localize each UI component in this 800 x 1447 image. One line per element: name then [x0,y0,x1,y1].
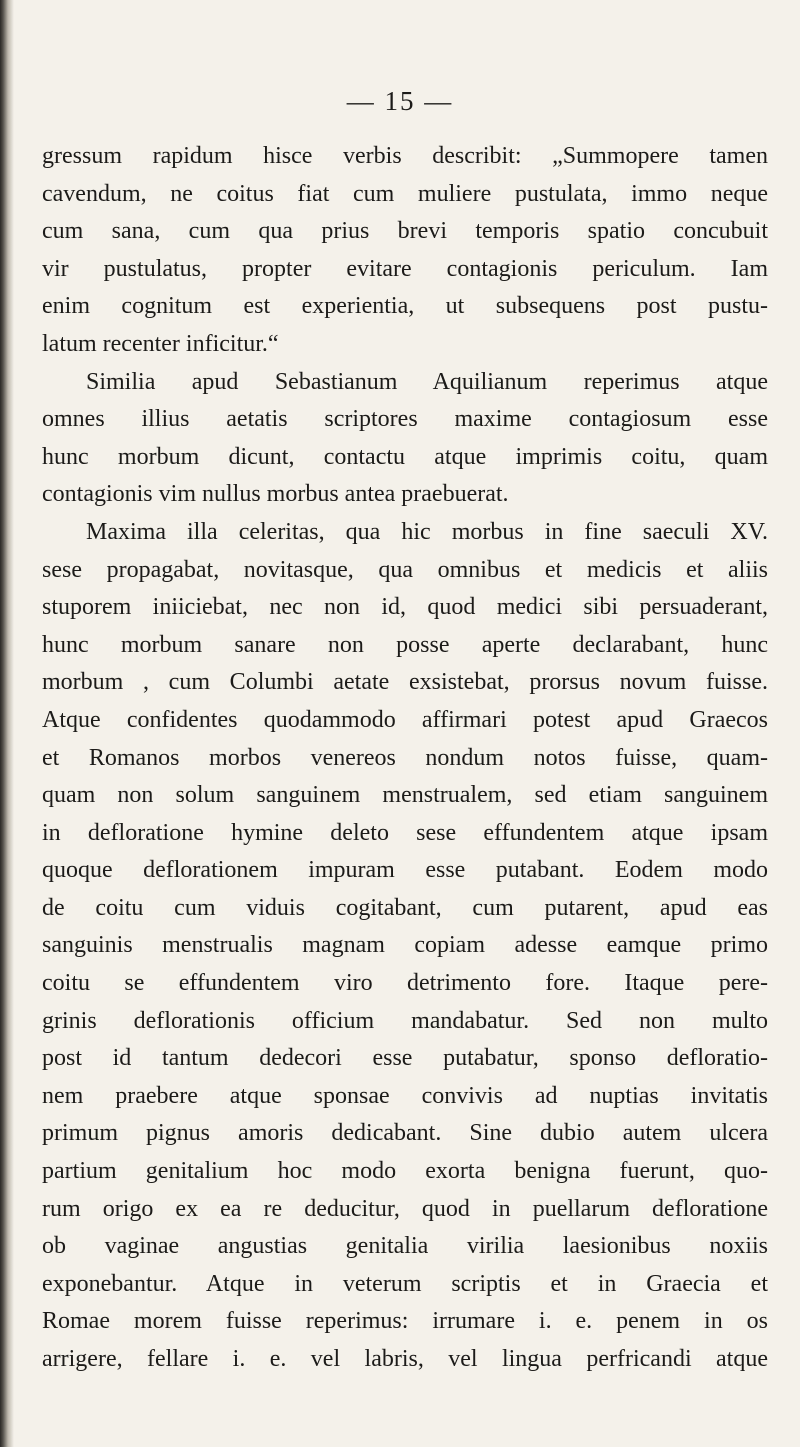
text-line: partium genitalium hoc modo exorta benigna fuerunt, quo- [42,1158,768,1185]
text-line: contagionis vim nullus morbus antea praebuerat. [42,481,509,508]
text-line: gressum rapidum hisce verbis describit: „Summopere tamen [42,143,768,169]
text-line: rum origo ex ea re deducitur, quod in puellarum defloratione [42,1195,768,1222]
text-line: arrigere, fellare i. e. vel labris, vel lingua perfricandi atque [42,1346,768,1372]
text-line: vir pustulatus, propter evitare contagionis periculum. Iam [42,255,768,282]
text-line: stuporem iniiciebat, nec non id, quod medici sibi persuaderant, [42,594,768,621]
text-line: primum pignus amoris dedicabant. Sine dubio autem ulcera [42,1120,768,1147]
text-line: exponebantur. Atque in veterum scriptis et in Graecia et [42,1270,768,1297]
text-line: Maxima illa celeritas, qua hic morbus in fine saeculi XV. [86,518,768,545]
text-line: sanguinis menstrualis magnam copiam adesse eamque primo [42,932,768,959]
text-line: morbum , cum Columbi aetate exsistebat, prorsus novum fuisse. [42,669,768,696]
body-text [42,138,768,1379]
text-line: sese propagabat, novitasque, qua omnibus et medicis et aliis [42,556,768,583]
text-line: Romae morem fuisse reperimus: irrumare i. e. penem in os [42,1308,768,1335]
text-line: grinis deflorationis officium mandabatur. Sed non multo [42,1007,768,1034]
text-line: Similia apud Sebastianum Aquilianum reperimus atque [86,368,768,395]
text-line: hunc morbum sanare non posse aperte declarabant, hunc [42,631,768,658]
text-line: et Romanos morbos venereos nondum notos fuisse, quam- [42,744,768,771]
text-line: de coitu cum viduis cogitabant, cum putarent, apud eas [42,894,768,921]
text-line: nem praebere atque sponsae convivis ad nuptias invitatis [42,1082,768,1109]
text-line: coitu se effundentem viro detrimento fore. Itaque pere- [42,970,768,997]
text-line: quoque deflorationem impuram esse putabant. Eodem modo [42,857,768,884]
binding-shadow [0,0,14,1447]
text-line: Atque confidentes quodammodo affirmari potest apud Graecos [42,706,768,733]
text-line: ob vaginae angustias genitalia virilia laesionibus noxiis [42,1233,768,1260]
text-line: quam non solum sanguinem menstrualem, sed etiam sanguinem [42,782,768,809]
text-line: cum sana, cum qua prius brevi temporis spatio concubuit [42,218,768,245]
text-line: enim cognitum est experientia, ut subsequens post pustu- [42,293,768,320]
text-line: latum recenter inficitur.“ [42,330,279,357]
text-line: post id tantum dedecori esse putabatur, sponso defloratio- [42,1045,768,1072]
page-number: — 15 — [346,86,454,116]
text-line: omnes illius aetatis scriptores maxime contagiosum esse [42,406,768,433]
text-line: hunc morbum dicunt, contactu atque imprimis coitu, quam [42,443,768,470]
text-line: in defloratione hymine deleto sese effundentem atque ipsam [42,819,768,846]
text-line: cavendum, ne coitus fiat cum muliere pustulata, immo neque [42,180,768,207]
